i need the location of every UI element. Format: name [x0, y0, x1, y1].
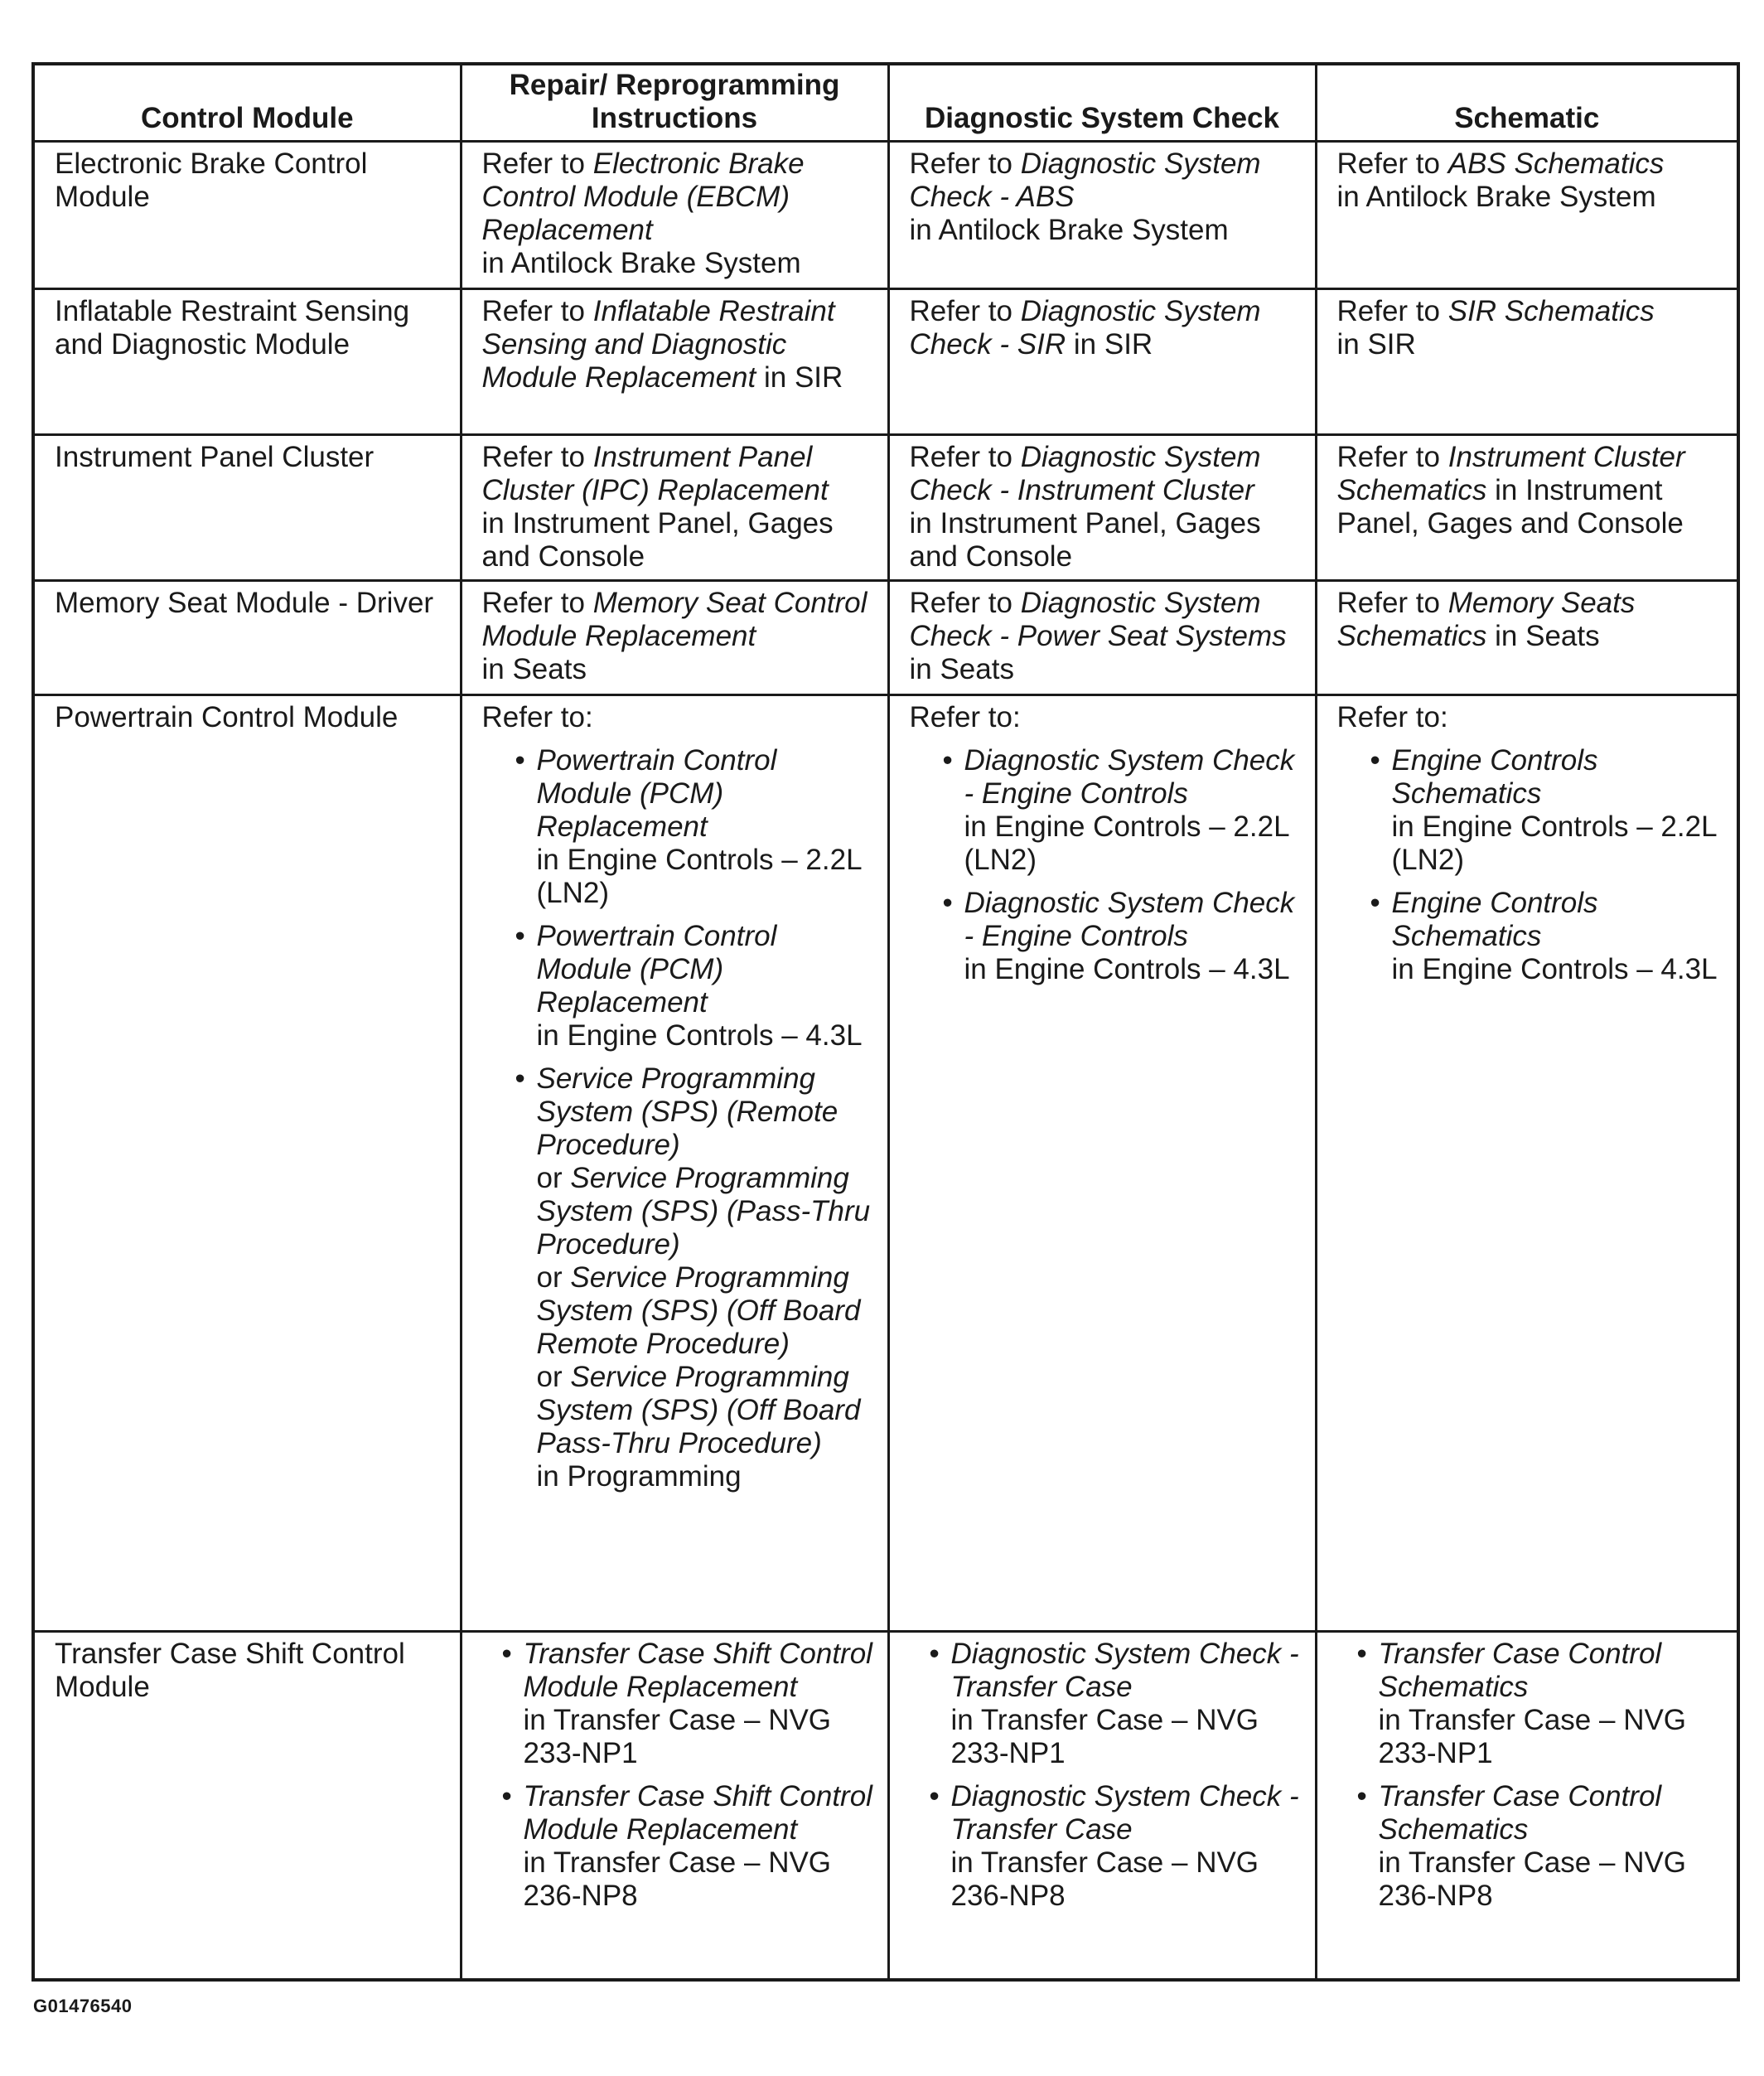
list-item [1357, 1638, 1729, 1770]
location-text: in Engine Controls – 2.2L (LN2) [964, 811, 1289, 876]
location-text: in Seats [481, 653, 587, 685]
repair-cell [461, 581, 888, 695]
header-control-module: Control Module [33, 64, 461, 142]
location-text: in Transfer Case – NVG 233-NP1 [523, 1704, 832, 1769]
reference-list [910, 744, 1307, 986]
repair-cell [461, 289, 888, 435]
reference-link[interactable]: Engine Controls Schematics [1391, 887, 1598, 952]
list-item [502, 1780, 879, 1913]
table-header-row [33, 64, 1738, 142]
location-text: in Instrument Panel, Gages and Console [1336, 474, 1684, 540]
reference-link[interactable]: Diagnostic System Check - SIR [909, 295, 1261, 361]
diag-cell [888, 695, 1316, 1632]
reference-link[interactable]: Diagnostic System Check - Engine Controls [964, 887, 1295, 952]
location-text: in Antilock Brake System [1336, 181, 1656, 213]
refer-text: Refer to [481, 295, 593, 327]
list-item [943, 887, 1307, 986]
list-item [1370, 744, 1729, 877]
list-item [1357, 1780, 1729, 1913]
reference-link[interactable]: Service Programming System (SPS) (Off Board Remote Procedure) [536, 1261, 861, 1360]
location-text: in SIR [756, 361, 843, 394]
table-row [33, 435, 1738, 581]
reference-link[interactable]: Powertrain Control Module (PCM) Replacement [536, 920, 777, 1019]
module-name: Memory Seat Module - Driver [33, 581, 461, 695]
reference-list [482, 744, 879, 1493]
refer-text: Refer to [481, 148, 593, 180]
reference-link[interactable]: Transfer Case Shift Control Module Replacement [523, 1638, 872, 1703]
reference-link[interactable]: Transfer Case Control Schematics [1378, 1780, 1662, 1846]
location-text: in SIR [1336, 328, 1416, 361]
reference-link[interactable]: Diagnostic System Check - Transfer Case [950, 1780, 1299, 1846]
header-diagnostic-check: Diagnostic System Check [888, 64, 1316, 142]
module-name: Powertrain Control Module [33, 695, 461, 1632]
refer-text: Refer to [481, 587, 593, 619]
list-item [502, 1638, 879, 1770]
schematic-cell [1316, 435, 1738, 581]
diag-cell [888, 142, 1316, 289]
reference-link[interactable]: Transfer Case Control Schematics [1378, 1638, 1662, 1703]
reference-link[interactable]: Electronic Brake Control Module (EBCM) Replacement [481, 148, 805, 246]
or-text: or [536, 1261, 571, 1294]
refer-text: Refer to [909, 295, 1021, 327]
reference-link[interactable]: Service Programming System (SPS) (Remote Procedure) [536, 1062, 839, 1161]
schematic-cell [1316, 289, 1738, 435]
location-text: in Transfer Case – NVG 233-NP1 [950, 1704, 1259, 1769]
reference-link[interactable]: Diagnostic System Check - Instrument Cluster [909, 441, 1261, 506]
table-row [33, 289, 1738, 435]
list-item [943, 744, 1307, 877]
reference-link[interactable]: Service Programming System (SPS) (Pass-Thru Procedure) [536, 1162, 871, 1261]
reference-link[interactable]: Diagnostic System Check - ABS [909, 148, 1261, 213]
reference-link[interactable]: Engine Controls Schematics [1391, 744, 1598, 810]
location-text: in Transfer Case – NVG 233-NP1 [1378, 1704, 1687, 1769]
location-text: in Seats [909, 653, 1014, 685]
refer-text: Refer to [1336, 441, 1448, 473]
schematic-cell [1316, 695, 1738, 1632]
list-item [930, 1780, 1307, 1913]
schematic-cell [1316, 142, 1738, 289]
location-text: in Engine Controls – 4.3L [1391, 953, 1718, 985]
reference-list [1337, 1638, 1729, 1913]
location-text: in Engine Controls – 4.3L [536, 1019, 863, 1052]
reference-link[interactable]: Diagnostic System Check - Power Seat Systems [909, 587, 1287, 652]
refer-text: Refer to [481, 441, 593, 473]
reference-link[interactable]: SIR Schematics [1447, 295, 1655, 327]
control-module-table [31, 62, 1740, 1982]
figure-id-caption: G01476540 [33, 1996, 133, 2016]
module-name: Inflatable Restraint Sensing and Diagnostic Module [33, 289, 461, 435]
location-text: in Engine Controls – 4.3L [964, 953, 1290, 985]
location-text: in Seats [1486, 620, 1600, 652]
list-item [1370, 887, 1729, 986]
reference-link[interactable]: Service Programming System (SPS) (Off Board Pass-Thru Procedure) [536, 1361, 861, 1459]
module-name: Electronic Brake Control Module [33, 142, 461, 289]
diag-cell [888, 1632, 1316, 1980]
reference-link[interactable]: ABS Schematics [1447, 148, 1665, 180]
list-item [515, 744, 879, 910]
location-text: in SIR [1066, 328, 1153, 361]
refer-text: Refer to [1336, 148, 1448, 180]
table-row [33, 695, 1738, 1632]
location-text: in Transfer Case – NVG 236-NP8 [950, 1846, 1259, 1912]
reference-link[interactable]: Diagnostic System Check - Engine Controls [964, 744, 1295, 810]
reference-link[interactable]: Memory Seats Schematics [1336, 587, 1636, 652]
table-row [33, 581, 1738, 695]
refer-text: Refer to [1336, 587, 1448, 619]
refer-text: Refer to [1336, 295, 1448, 327]
reference-list [1337, 744, 1729, 986]
reference-link[interactable]: Memory Seat Control Module Replacement [481, 587, 868, 652]
reference-list [910, 1638, 1307, 1913]
repair-cell [461, 1632, 888, 1980]
table-row [33, 1632, 1738, 1980]
location-text: in Engine Controls – 2.2L (LN2) [536, 844, 862, 909]
reference-list [482, 1638, 879, 1913]
schematic-cell [1316, 1632, 1738, 1980]
location-text: in Instrument Panel, Gages and Console [909, 507, 1261, 573]
location-text: in Transfer Case – NVG 236-NP8 [523, 1846, 832, 1912]
repair-cell [461, 435, 888, 581]
reference-link[interactable]: Powertrain Control Module (PCM) Replacement [536, 744, 777, 843]
list-item [515, 1062, 879, 1493]
refer-text: Refer to [909, 441, 1021, 473]
reference-link[interactable]: Transfer Case Shift Control Module Replacement [523, 1780, 872, 1846]
list-item [515, 920, 879, 1053]
or-text: or [536, 1162, 571, 1194]
location-text: in Programming [536, 1460, 742, 1493]
header-schematic: Schematic [1316, 64, 1738, 142]
schematic-cell [1316, 581, 1738, 695]
module-name: Transfer Case Shift Control Module [33, 1632, 461, 1980]
location-text: in Engine Controls – 2.2L (LN2) [1391, 811, 1717, 876]
refer-text: Refer to: [909, 701, 1021, 733]
or-text: or [536, 1361, 571, 1393]
reference-link[interactable]: Instrument Cluster Schematics [1336, 441, 1685, 506]
diag-cell [888, 289, 1316, 435]
reference-link[interactable]: Instrument Panel Cluster (IPC) Replacement [481, 441, 829, 506]
reference-link[interactable]: Inflatable Restraint Sensing and Diagnostic Module Replacement [481, 295, 835, 394]
refer-text: Refer to [909, 148, 1021, 180]
refer-text: Refer to: [481, 701, 593, 733]
reference-link[interactable]: Diagnostic System Check - Transfer Case [950, 1638, 1299, 1703]
repair-cell [461, 695, 888, 1632]
repair-cell [461, 142, 888, 289]
diag-cell [888, 581, 1316, 695]
header-repair-instructions: Repair/ Reprogramming Instructions [461, 64, 888, 142]
module-name: Instrument Panel Cluster [33, 435, 461, 581]
location-text: in Transfer Case – NVG 236-NP8 [1378, 1846, 1687, 1912]
location-text: in Instrument Panel, Gages and Console [481, 507, 834, 573]
list-item [930, 1638, 1307, 1770]
location-text: in Antilock Brake System [481, 247, 801, 279]
diag-cell [888, 435, 1316, 581]
refer-text: Refer to [909, 587, 1021, 619]
location-text: in Antilock Brake System [909, 214, 1229, 246]
table-row [33, 142, 1738, 289]
refer-text: Refer to: [1336, 701, 1448, 733]
